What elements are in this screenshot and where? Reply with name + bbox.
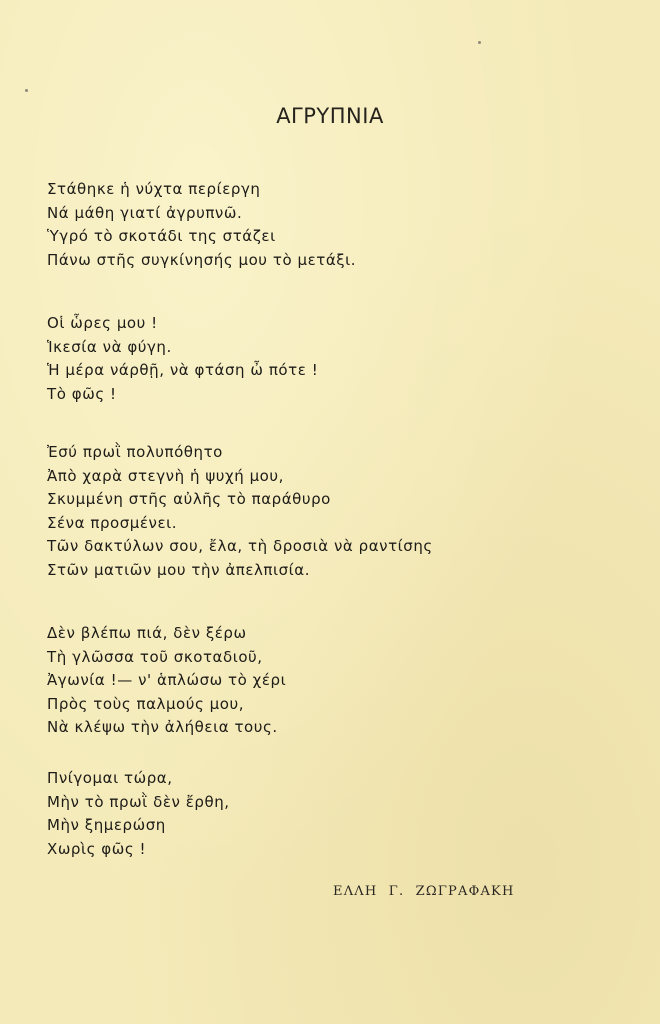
poem-line: Τῶν δακτύλων σου, ἔλα, τὴ δροσιὰ νὰ ραντίσης (47, 537, 433, 555)
poem-line: Ὑγρό τὸ σκοτάδι της στάζει (47, 227, 276, 245)
stanza-3 (47, 441, 433, 582)
poem-line: Σένα προσμένει. (47, 513, 178, 532)
poem-line: Τὸ φῶς ! (47, 384, 117, 403)
poem-line: Στάθηκε ἡ νύχτα περίεργη (47, 180, 261, 198)
poem-line: Πρὸς τοὺς παλμούς μου, (47, 694, 245, 713)
poem-line: Οἱ ὧρες μου ! (47, 314, 158, 332)
poem-line: Ἡ μέρα νάρθῇ, νὰ φτάση ὦ πότε ! (47, 361, 319, 379)
poem-line: Μὴν ξημερώση (47, 816, 166, 834)
poem-line: Νά μάθη γιατί ἀγρυπνῶ. (47, 203, 243, 222)
poem-line: Ἐσύ πρωῒ πολυπόθητο (47, 443, 223, 461)
poem-line: Δὲν βλέπω πιά, δὲν ξέρω (47, 624, 247, 642)
stanza-1 (47, 178, 356, 272)
poem-line: Ἱκεσία νὰ φύγη. (47, 337, 172, 356)
poem-line: Σκυμμένη στῆς αὐλῆς τὸ παράθυρο (47, 490, 331, 508)
stanza-5 (47, 767, 230, 861)
author-signature: ΕΛΛΗ Γ. ΖΩΓΡΑΦΑΚΗ (333, 884, 515, 899)
poem-line: Νὰ κλέψω τὴν ἀλήθεια τους. (47, 718, 278, 736)
paper-speck (478, 41, 481, 44)
poem-line: Στῶν ματιῶν μου τὴν ἀπελπισία. (47, 560, 311, 579)
poem-line: Πάνω στῆς συγκίνησής μου τὸ μετάξι. (47, 250, 357, 269)
poem-line: Πνίγομαι τώρα, (47, 769, 173, 787)
poem-line: Ἀγωνία !— ν' ἁπλώσω τὸ χέρι (47, 671, 287, 689)
poem-line: Χωρὶς φῶς ! (47, 839, 147, 858)
stanza-2 (47, 312, 318, 406)
stanza-4 (47, 622, 286, 740)
paper-speck (25, 89, 28, 92)
poem-line: Τὴ γλῶσσα τοῦ σκοταδιοῦ, (47, 647, 263, 666)
poem-line: Μὴν τὸ πρωῒ δὲν ἔρθη, (47, 792, 230, 811)
poem-title: ΑΓΡΥΠΝΙΑ (276, 104, 384, 128)
poem-line: Ἀπὸ χαρὰ στεγνὴ ἡ ψυχή μου, (47, 466, 284, 485)
